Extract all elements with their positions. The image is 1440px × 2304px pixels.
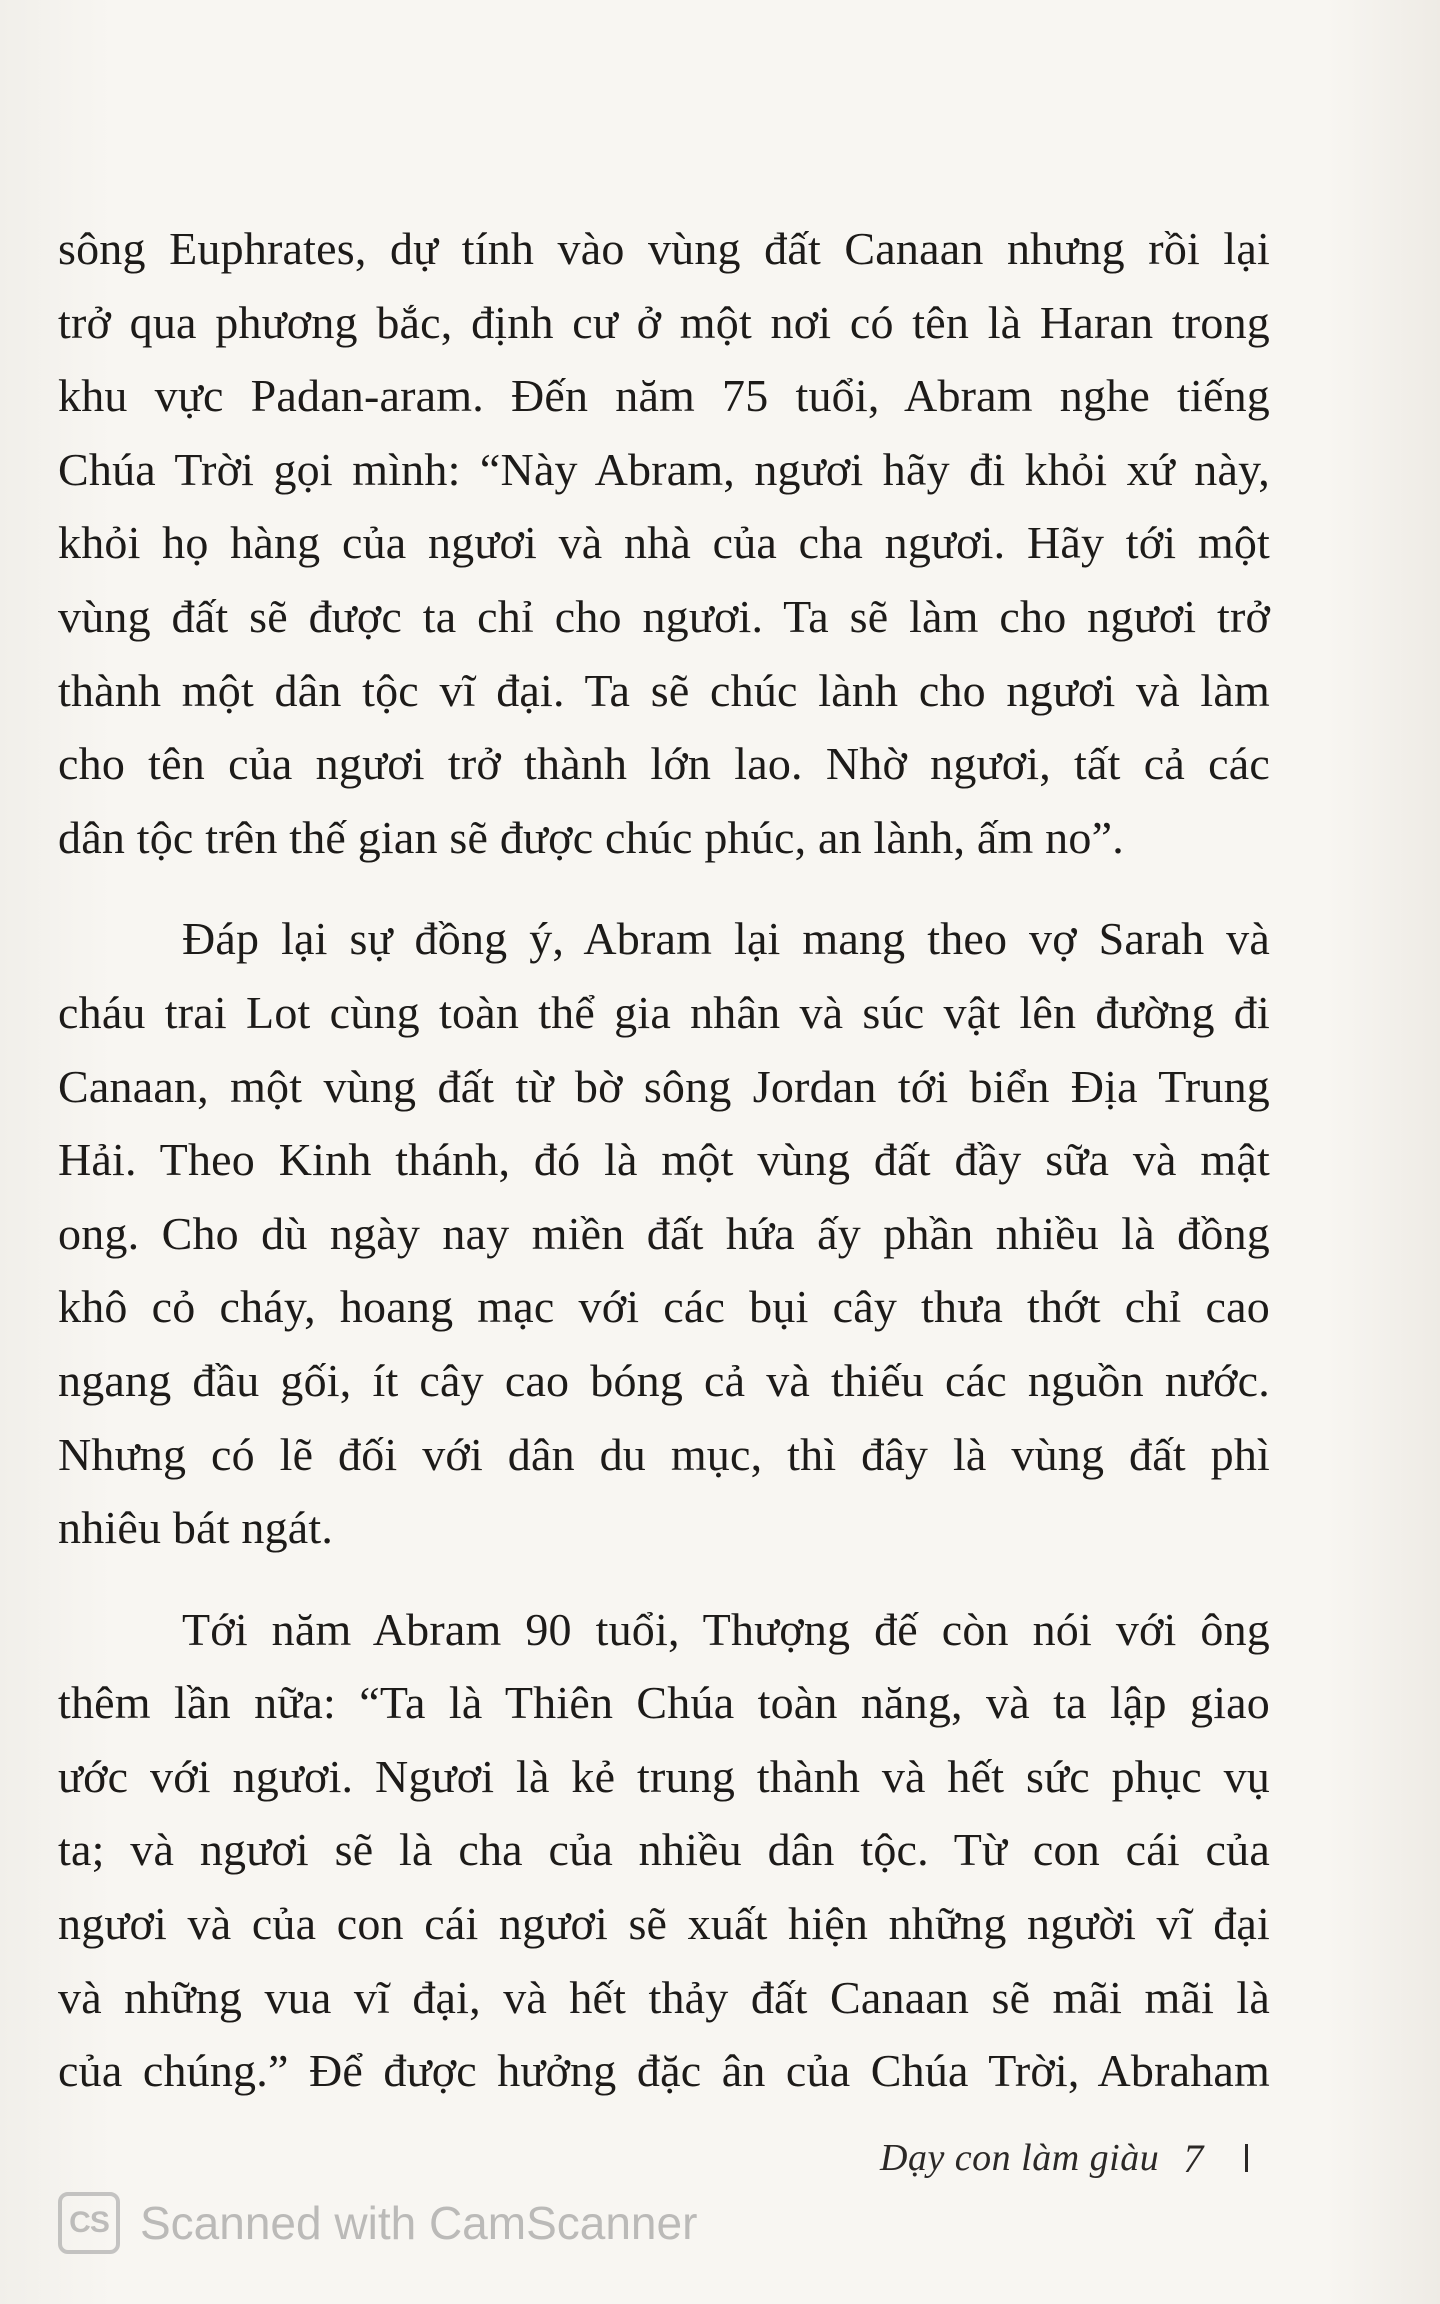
text-line: vùng đất sẽ được ta chỉ cho ngươi. Ta sẽ làm cho ngươi trở [58, 590, 1270, 642]
text-line: Đáp lại sự đồng ý, Abram lại mang theo vợ Sarah và [182, 913, 1270, 965]
text-line: ta; và ngươi sẽ là cha của nhiều dân tộc. Từ con cái của [58, 1824, 1270, 1876]
text-line: cho tên của ngươi trở thành lớn lao. Nhờ ngươi, tất cả các [58, 738, 1270, 790]
text-line: Hải. Theo Kinh thánh, đó là một vùng đất đầy sữa và mật [58, 1134, 1270, 1186]
running-title: Dạy con làm giàu [880, 2137, 1160, 2179]
text-line: dân tộc trên thế gian sẽ được chúc phúc, an lành, ấm no”. [58, 811, 1124, 863]
footer-rule [1245, 2144, 1248, 2172]
text-line: khu vực Padan-aram. Đến năm 75 tuổi, Abram nghe tiếng [58, 370, 1270, 422]
camscanner-logo-icon: CS [58, 2192, 120, 2254]
text-line: khỏi họ hàng của ngươi và nhà của cha ngươi. Hãy tới một [58, 517, 1270, 569]
text-line: khô cỏ cháy, hoang mạc với các bụi cây thưa thớt chỉ cao [58, 1281, 1270, 1333]
text-line: thêm lần nữa: “Ta là Thiên Chúa toàn năng, và ta lập giao [58, 1677, 1270, 1729]
text-line: và những vua vĩ đại, và hết thảy đất Canaan sẽ mãi mãi là [58, 1971, 1270, 2023]
text-line: trở qua phương bắc, định cư ở một nơi có tên là Haran trong [58, 296, 1270, 348]
text-line: Chúa Trời gọi mình: “Này Abram, ngươi hãy đi khỏi xứ này, [58, 443, 1270, 495]
text-line: nhiêu bát ngát. [58, 1502, 334, 1554]
watermark-text: Scanned with CamScanner [140, 2197, 698, 2249]
paragraph-1 [58, 212, 1270, 874]
text-line: thành một dân tộc vĩ đại. Ta sẽ chúc lành cho ngươi và làm [58, 664, 1270, 716]
body-text [58, 212, 1270, 2108]
text-line: của chúng.” Để được hưởng đặc ân của Chúa Trời, Abraham [58, 2045, 1270, 2097]
text-line: ước với ngươi. Ngươi là kẻ trung thành và hết sức phục vụ [58, 1750, 1270, 1802]
paragraph-3 [58, 1593, 1270, 2108]
text-line: cháu trai Lot cùng toàn thể gia nhân và súc vật lên đường đi [58, 986, 1270, 1038]
text-line: Tới năm Abram 90 tuổi, Thượng đế còn nói với ông [182, 1603, 1270, 1655]
text-line: Canaan, một vùng đất từ bờ sông Jordan tới biển Địa Trung [58, 1060, 1270, 1112]
text-line: sông Euphrates, dự tính vào vùng đất Canaan nhưng rồi lại [58, 223, 1270, 274]
text-line: Nhưng có lẽ đối với dân du mục, thì đây là vùng đất phì [58, 1428, 1270, 1480]
paragraph-2 [58, 902, 1270, 1564]
page-number: 7 [1183, 2135, 1204, 2181]
text-line: ngang đầu gối, ít cây cao bóng cả và thiếu các nguồn nước. [58, 1354, 1270, 1406]
scanner-watermark [58, 2188, 697, 2258]
text-line: ong. Cho dù ngày nay miền đất hứa ấy phần nhiều là đồng [58, 1207, 1270, 1259]
page-footer [880, 2128, 1248, 2188]
text-line: ngươi và của con cái ngươi sẽ xuất hiện những người vĩ đại [58, 1898, 1270, 1950]
